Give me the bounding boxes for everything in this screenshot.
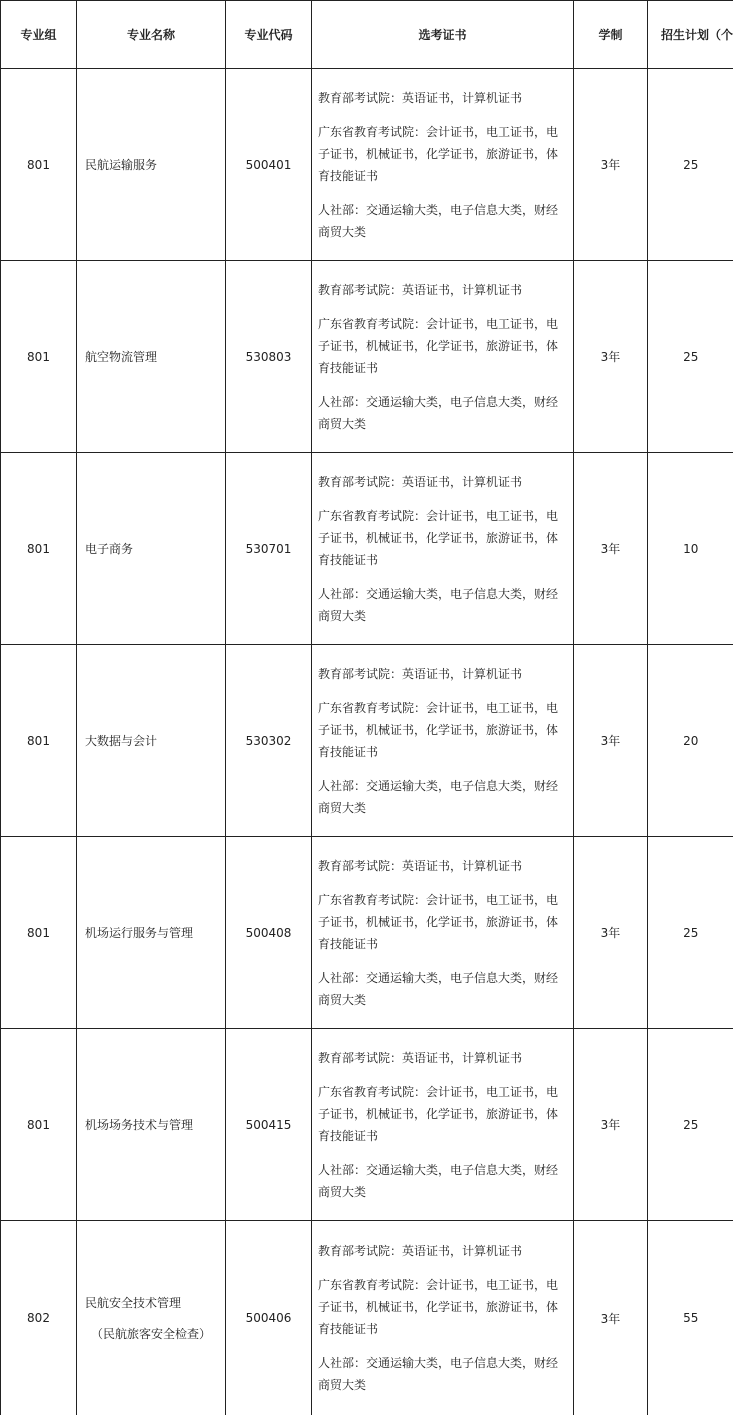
- cert-moe: 教育部考试院：英语证书，计算机证书: [318, 663, 567, 685]
- cell-duration: 3年: [574, 453, 648, 645]
- cell-plan: 25: [648, 1029, 733, 1221]
- cell-duration: 3年: [574, 837, 648, 1029]
- table-row: [1, 1221, 733, 1415]
- cert-mohrss: 人社部：交通运输大类，电子信息大类，财经商贸大类: [318, 391, 567, 435]
- cert-moe: 教育部考试院：英语证书，计算机证书: [318, 1047, 567, 1069]
- cert-mohrss: 人社部：交通运输大类，电子信息大类，财经商贸大类: [318, 775, 567, 819]
- cell-cert: [312, 645, 574, 837]
- cert-guangdong: 广东省教育考试院：会计证书，电工证书，电子证书，机械证书，化学证书，旅游证书，体育技能证书: [318, 505, 567, 571]
- cert-mohrss: 人社部：交通运输大类，电子信息大类，财经商贸大类: [318, 1159, 567, 1203]
- cell-duration: 3年: [574, 69, 648, 261]
- table-row: [1, 69, 733, 261]
- cell-duration: 3年: [574, 1221, 648, 1415]
- cert-mohrss: 人社部：交通运输大类，电子信息大类，财经商贸大类: [318, 967, 567, 1011]
- header-name: 专业名称: [77, 1, 226, 69]
- table-row: [1, 261, 733, 453]
- cert-guangdong: 广东省教育考试院：会计证书，电工证书，电子证书，机械证书，化学证书，旅游证书，体育技能证书: [318, 1274, 567, 1340]
- cell-code: 500401: [226, 69, 312, 261]
- cert-mohrss: 人社部：交通运输大类，电子信息大类，财经商贸大类: [318, 583, 567, 627]
- cell-duration: 3年: [574, 645, 648, 837]
- table-row: [1, 645, 733, 837]
- cert-moe: 教育部考试院：英语证书，计算机证书: [318, 855, 567, 877]
- cell-code: 530302: [226, 645, 312, 837]
- cell-group: 801: [1, 1029, 77, 1221]
- major-name: 电子商务: [85, 542, 133, 556]
- cell-plan: 25: [648, 69, 733, 261]
- cell-name: [77, 837, 226, 1029]
- cell-code: 530803: [226, 261, 312, 453]
- major-name: 民航安全技术管理: [85, 1296, 181, 1310]
- major-name: 民航运输服务: [85, 158, 157, 172]
- cell-cert: [312, 837, 574, 1029]
- header-duration: 学制: [574, 1, 648, 69]
- cell-code: 530701: [226, 453, 312, 645]
- cert-moe: 教育部考试院：英语证书，计算机证书: [318, 279, 567, 301]
- cert-moe: 教育部考试院：英语证书，计算机证书: [318, 87, 567, 109]
- cell-plan: 20: [648, 645, 733, 837]
- cell-cert: [312, 261, 574, 453]
- cell-name: [77, 69, 226, 261]
- cell-plan: 25: [648, 261, 733, 453]
- cell-plan: 10: [648, 453, 733, 645]
- cell-code: 500415: [226, 1029, 312, 1221]
- cell-plan: 55: [648, 1221, 733, 1415]
- cell-group: 801: [1, 453, 77, 645]
- table-row: [1, 837, 733, 1029]
- cell-group: 801: [1, 261, 77, 453]
- header-cert: 选考证书: [312, 1, 574, 69]
- cell-cert: [312, 453, 574, 645]
- cell-group: 801: [1, 69, 77, 261]
- cell-code: 500406: [226, 1221, 312, 1415]
- cell-duration: 3年: [574, 261, 648, 453]
- cell-name: [77, 1221, 226, 1415]
- cell-cert: [312, 69, 574, 261]
- header-row: [1, 1, 733, 69]
- cell-plan: 25: [648, 837, 733, 1029]
- table-row: [1, 453, 733, 645]
- cert-guangdong: 广东省教育考试院：会计证书，电工证书，电子证书，机械证书，化学证书，旅游证书，体育技能证书: [318, 697, 567, 763]
- cell-name: [77, 453, 226, 645]
- cell-group: 801: [1, 837, 77, 1029]
- major-name: 机场运行服务与管理: [85, 926, 193, 940]
- cell-cert: [312, 1029, 574, 1221]
- major-name: 机场场务技术与管理: [85, 1118, 193, 1132]
- cell-duration: 3年: [574, 1029, 648, 1221]
- cert-guangdong: 广东省教育考试院：会计证书，电工证书，电子证书，机械证书，化学证书，旅游证书，体育技能证书: [318, 121, 567, 187]
- cell-code: 500408: [226, 837, 312, 1029]
- cert-guangdong: 广东省教育考试院：会计证书，电工证书，电子证书，机械证书，化学证书，旅游证书，体育技能证书: [318, 889, 567, 955]
- table-row: [1, 1029, 733, 1221]
- major-name: 航空物流管理: [85, 350, 157, 364]
- header-code: 专业代码: [226, 1, 312, 69]
- cert-mohrss: 人社部：交通运输大类，电子信息大类，财经商贸大类: [318, 199, 567, 243]
- cert-guangdong: 广东省教育考试院：会计证书，电工证书，电子证书，机械证书，化学证书，旅游证书，体育技能证书: [318, 313, 567, 379]
- cert-moe: 教育部考试院：英语证书，计算机证书: [318, 471, 567, 493]
- cert-moe: 教育部考试院：英语证书，计算机证书: [318, 1240, 567, 1262]
- cell-name: [77, 261, 226, 453]
- cell-name: [77, 645, 226, 837]
- cert-mohrss: 人社部：交通运输大类，电子信息大类，财经商贸大类: [318, 1352, 567, 1396]
- cell-group: 802: [1, 1221, 77, 1415]
- cert-guangdong: 广东省教育考试院：会计证书，电工证书，电子证书，机械证书，化学证书，旅游证书，体育技能证书: [318, 1081, 567, 1147]
- cell-cert: [312, 1221, 574, 1415]
- header-plan: 招生计划（个: [648, 1, 733, 69]
- header-group: 专业组: [1, 1, 77, 69]
- major-name: 大数据与会计: [85, 734, 157, 748]
- cell-group: 801: [1, 645, 77, 837]
- cell-name: [77, 1029, 226, 1221]
- major-name-sub: （民航旅客安全检查）: [85, 1325, 225, 1342]
